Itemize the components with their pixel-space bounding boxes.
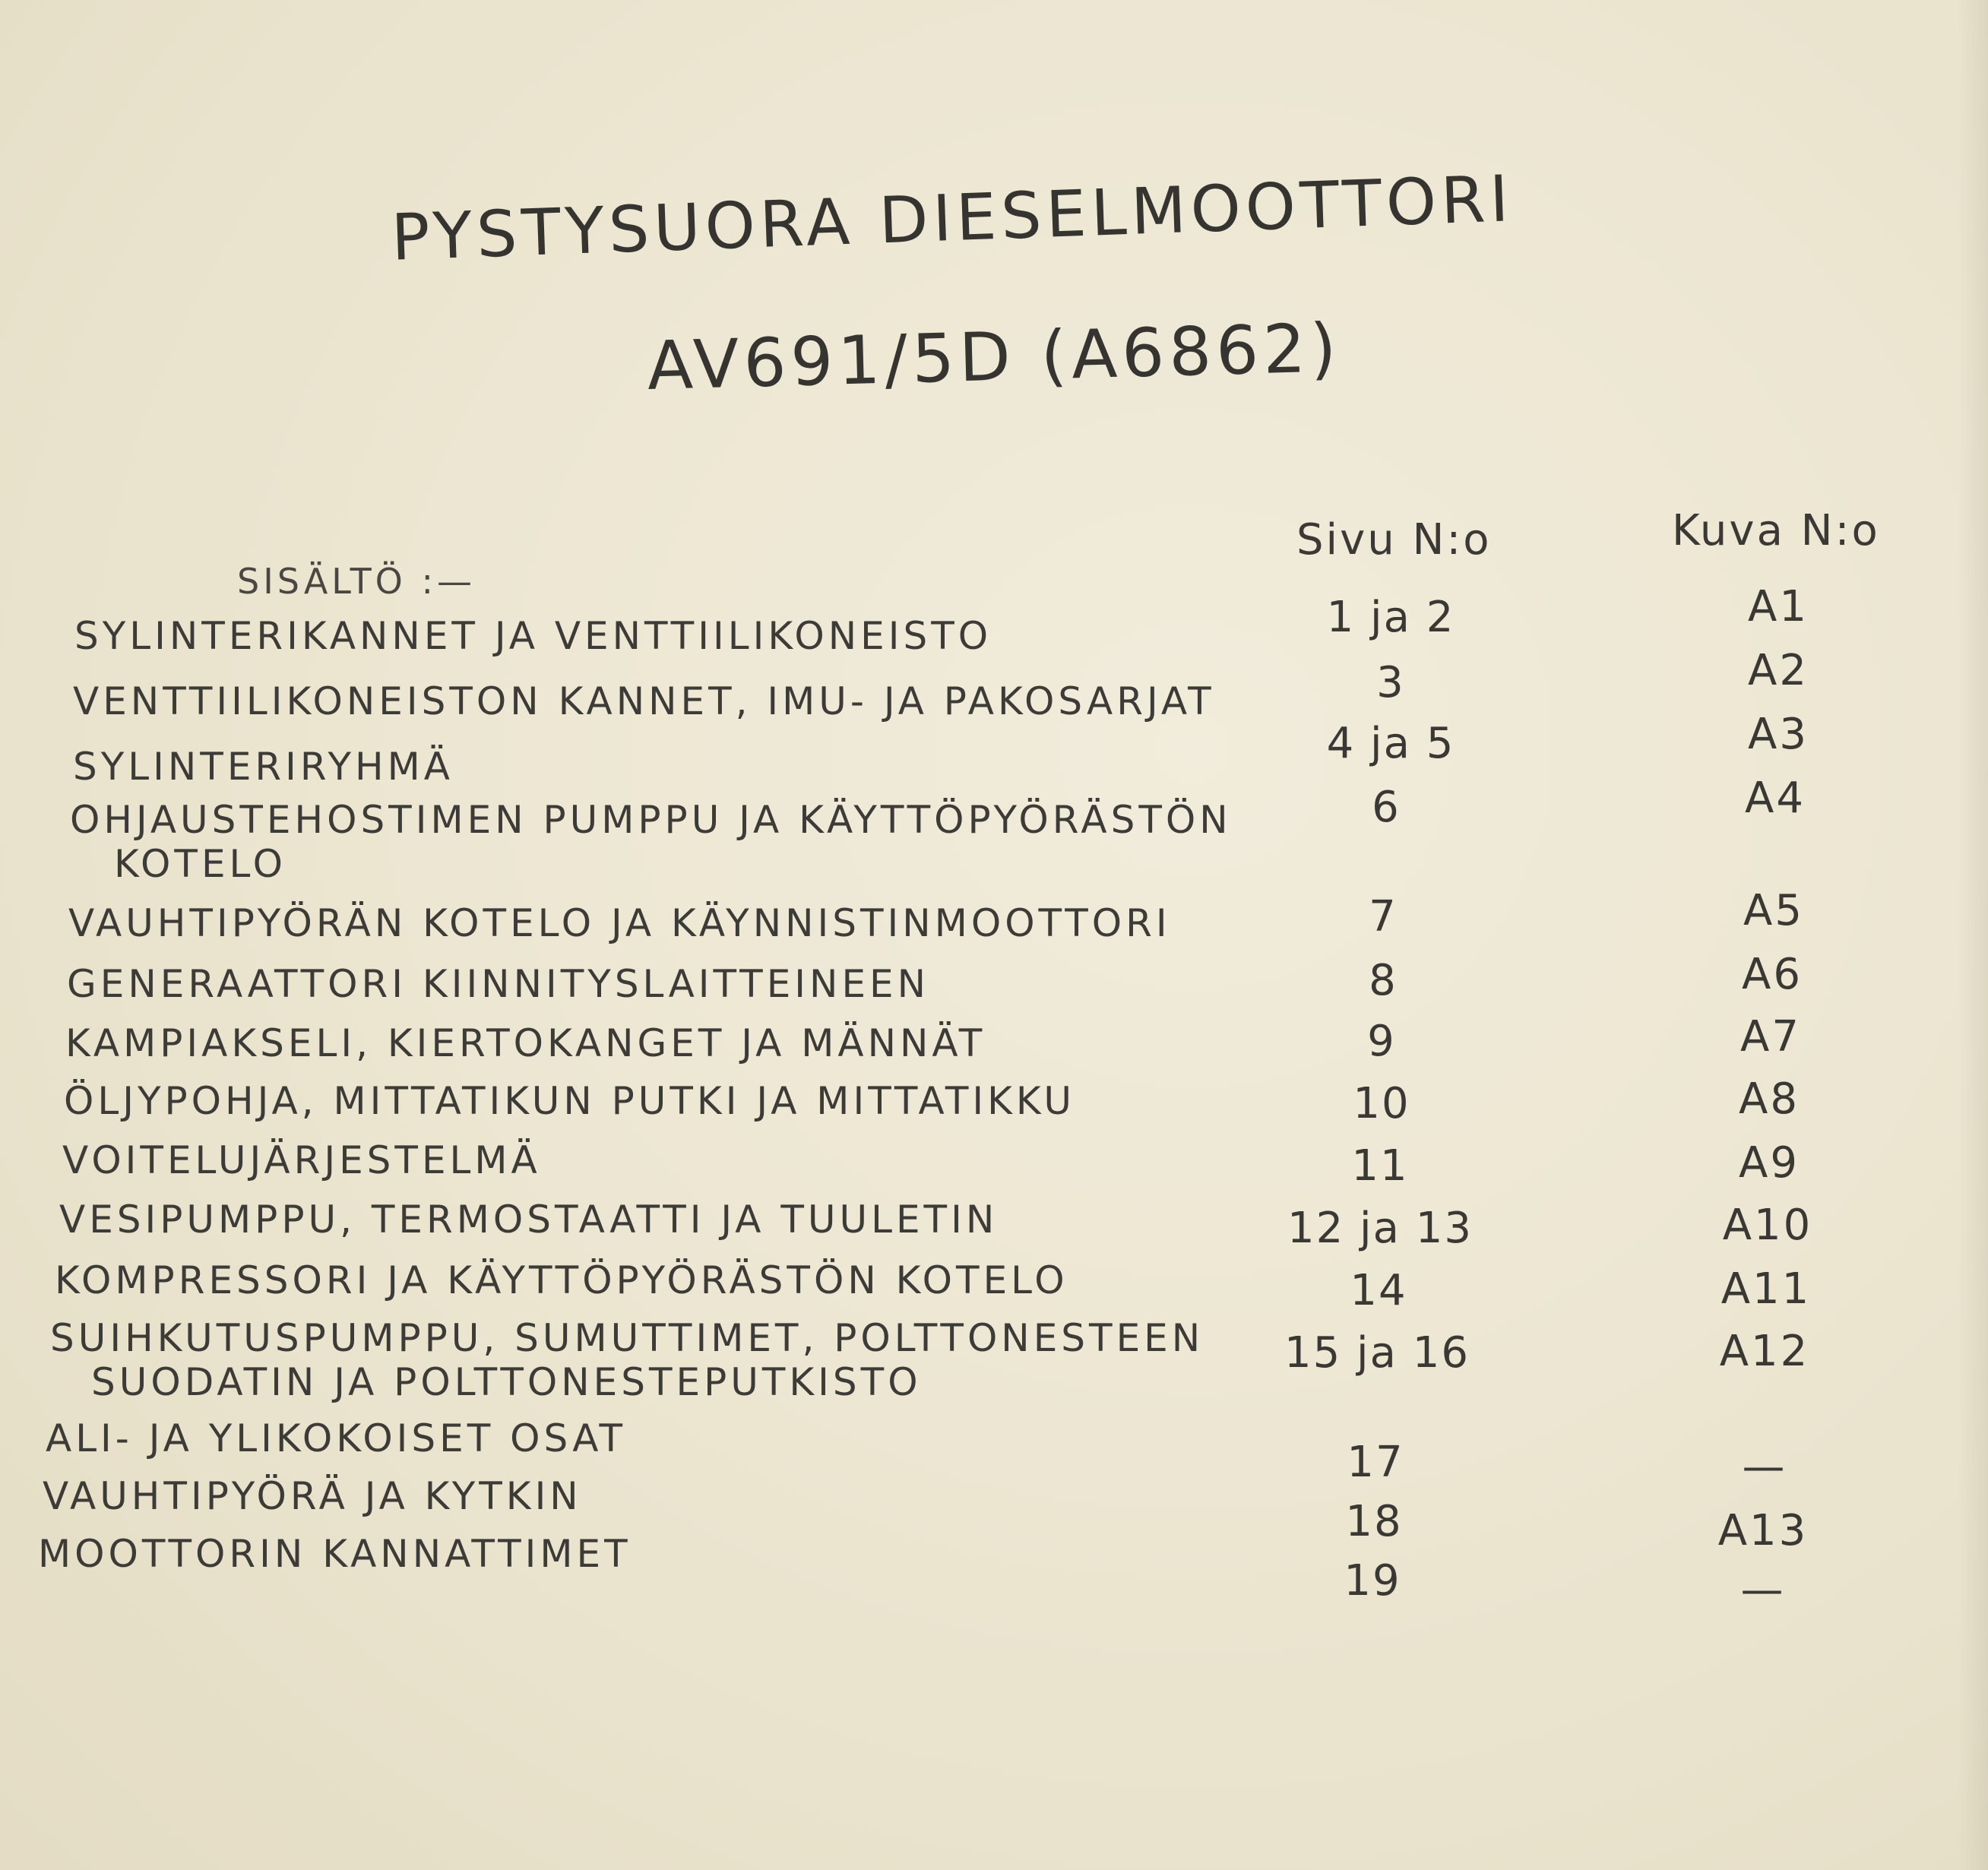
toc-entry-title: GENERAATTORI KIINNITYSLAITTEINEEN	[67, 962, 930, 1006]
toc-entry-title: KOMPRESSORI JA KÄYTTÖPYÖRÄSTÖN KOTELO	[55, 1258, 1068, 1302]
toc-entry-figure: A10	[1722, 1201, 1813, 1250]
toc-entry-figure: —	[1740, 1565, 1786, 1615]
toc-entry-page: 18	[1345, 1497, 1403, 1546]
toc-entry-figure: A6	[1742, 950, 1803, 999]
document-title: PYSTYSUORA DIESELMOOTTORI	[390, 161, 1515, 275]
toc-entry-title: SYLINTERIKANNET JA VENTTIILIKONEISTO	[74, 614, 992, 658]
toc-entry-page: 3	[1376, 658, 1405, 707]
toc-entry-title: ALI- JA YLIKOKOISET OSAT	[46, 1416, 627, 1460]
toc-entry-page: 15 ja 16	[1284, 1328, 1470, 1378]
toc-entry-figure: A5	[1743, 886, 1804, 935]
toc-entry-page: 19	[1344, 1556, 1401, 1606]
toc-entry-title: OHJAUSTEHOSTIMEN PUMPPU JA KÄYTTÖPYÖRÄSTÖN KOTELO	[70, 798, 1232, 886]
toc-entry-page: 1 ja 2	[1326, 593, 1455, 642]
toc-entry-title: VOITELUJÄRJESTELMÄ	[62, 1138, 541, 1182]
toc-entry-page: 10	[1353, 1079, 1410, 1128]
toc-entry-figure: A3	[1748, 710, 1809, 759]
toc-entry-figure: A7	[1740, 1012, 1801, 1062]
toc-entry-figure: A11	[1721, 1264, 1812, 1314]
document-model-code: AV691/5D (A6862)	[646, 309, 1342, 405]
toc-entry-page: 6	[1372, 783, 1401, 832]
toc-entry-page: 8	[1369, 956, 1398, 1005]
column-header-page: Sivu N:o	[1296, 515, 1492, 565]
toc-entry-page: 12 ja 13	[1287, 1204, 1473, 1253]
toc-entry-page: 4 ja 5	[1326, 719, 1455, 768]
toc-entry-title: VAUHTIPYÖRÄ JA KYTKIN	[43, 1474, 582, 1518]
page-edge-shadow	[1958, 0, 1988, 1870]
toc-entry-figure: —	[1742, 1442, 1787, 1492]
contents-heading: SISÄLTÖ :—	[237, 561, 476, 602]
toc-entry-title: MOOTTORIN KANNATTIMET	[38, 1532, 632, 1576]
toc-entry-page: 17	[1347, 1438, 1404, 1487]
toc-entry-figure: A8	[1739, 1074, 1800, 1124]
toc-entry-page: 14	[1350, 1266, 1407, 1315]
toc-entry-figure: A9	[1739, 1138, 1800, 1188]
toc-entry-title: KAMPIAKSELI, KIERTOKANGET JA MÄNNÄT	[65, 1021, 986, 1065]
toc-entry-page: 9	[1367, 1017, 1396, 1066]
toc-entry-figure: A4	[1745, 774, 1806, 823]
toc-entry-figure: A12	[1719, 1327, 1810, 1376]
toc-entry-title: VESIPUMPPU, TERMOSTAATTI JA TUULETIN	[59, 1198, 999, 1242]
toc-entry-figure: A13	[1717, 1506, 1809, 1555]
toc-entry-page: 7	[1369, 892, 1398, 941]
toc-entry-title: VENTTIILIKONEISTON KANNET, IMU- JA PAKOSARJAT	[73, 679, 1215, 723]
column-header-figure: Kuva N:o	[1672, 506, 1880, 555]
toc-entry-figure: A1	[1748, 582, 1809, 631]
toc-entry-title: SUIHKUTUSPUMPPU, SUMUTTIMET, POLTTONESTEEN SUODATIN JA POLTTONESTEPUTKISTO	[50, 1316, 1205, 1404]
toc-entry-figure: A2	[1748, 646, 1809, 695]
toc-entry-title: VAUHTIPYÖRÄN KOTELO JA KÄYNNISTINMOOTTORI	[68, 901, 1171, 945]
toc-entry-title: SYLINTERIRYHMÄ	[73, 745, 454, 789]
toc-entry-title: ÖLJYPOHJA, MITTATIKUN PUTKI JA MITTATIKKU	[64, 1079, 1075, 1123]
toc-entry-page: 11	[1351, 1141, 1409, 1191]
